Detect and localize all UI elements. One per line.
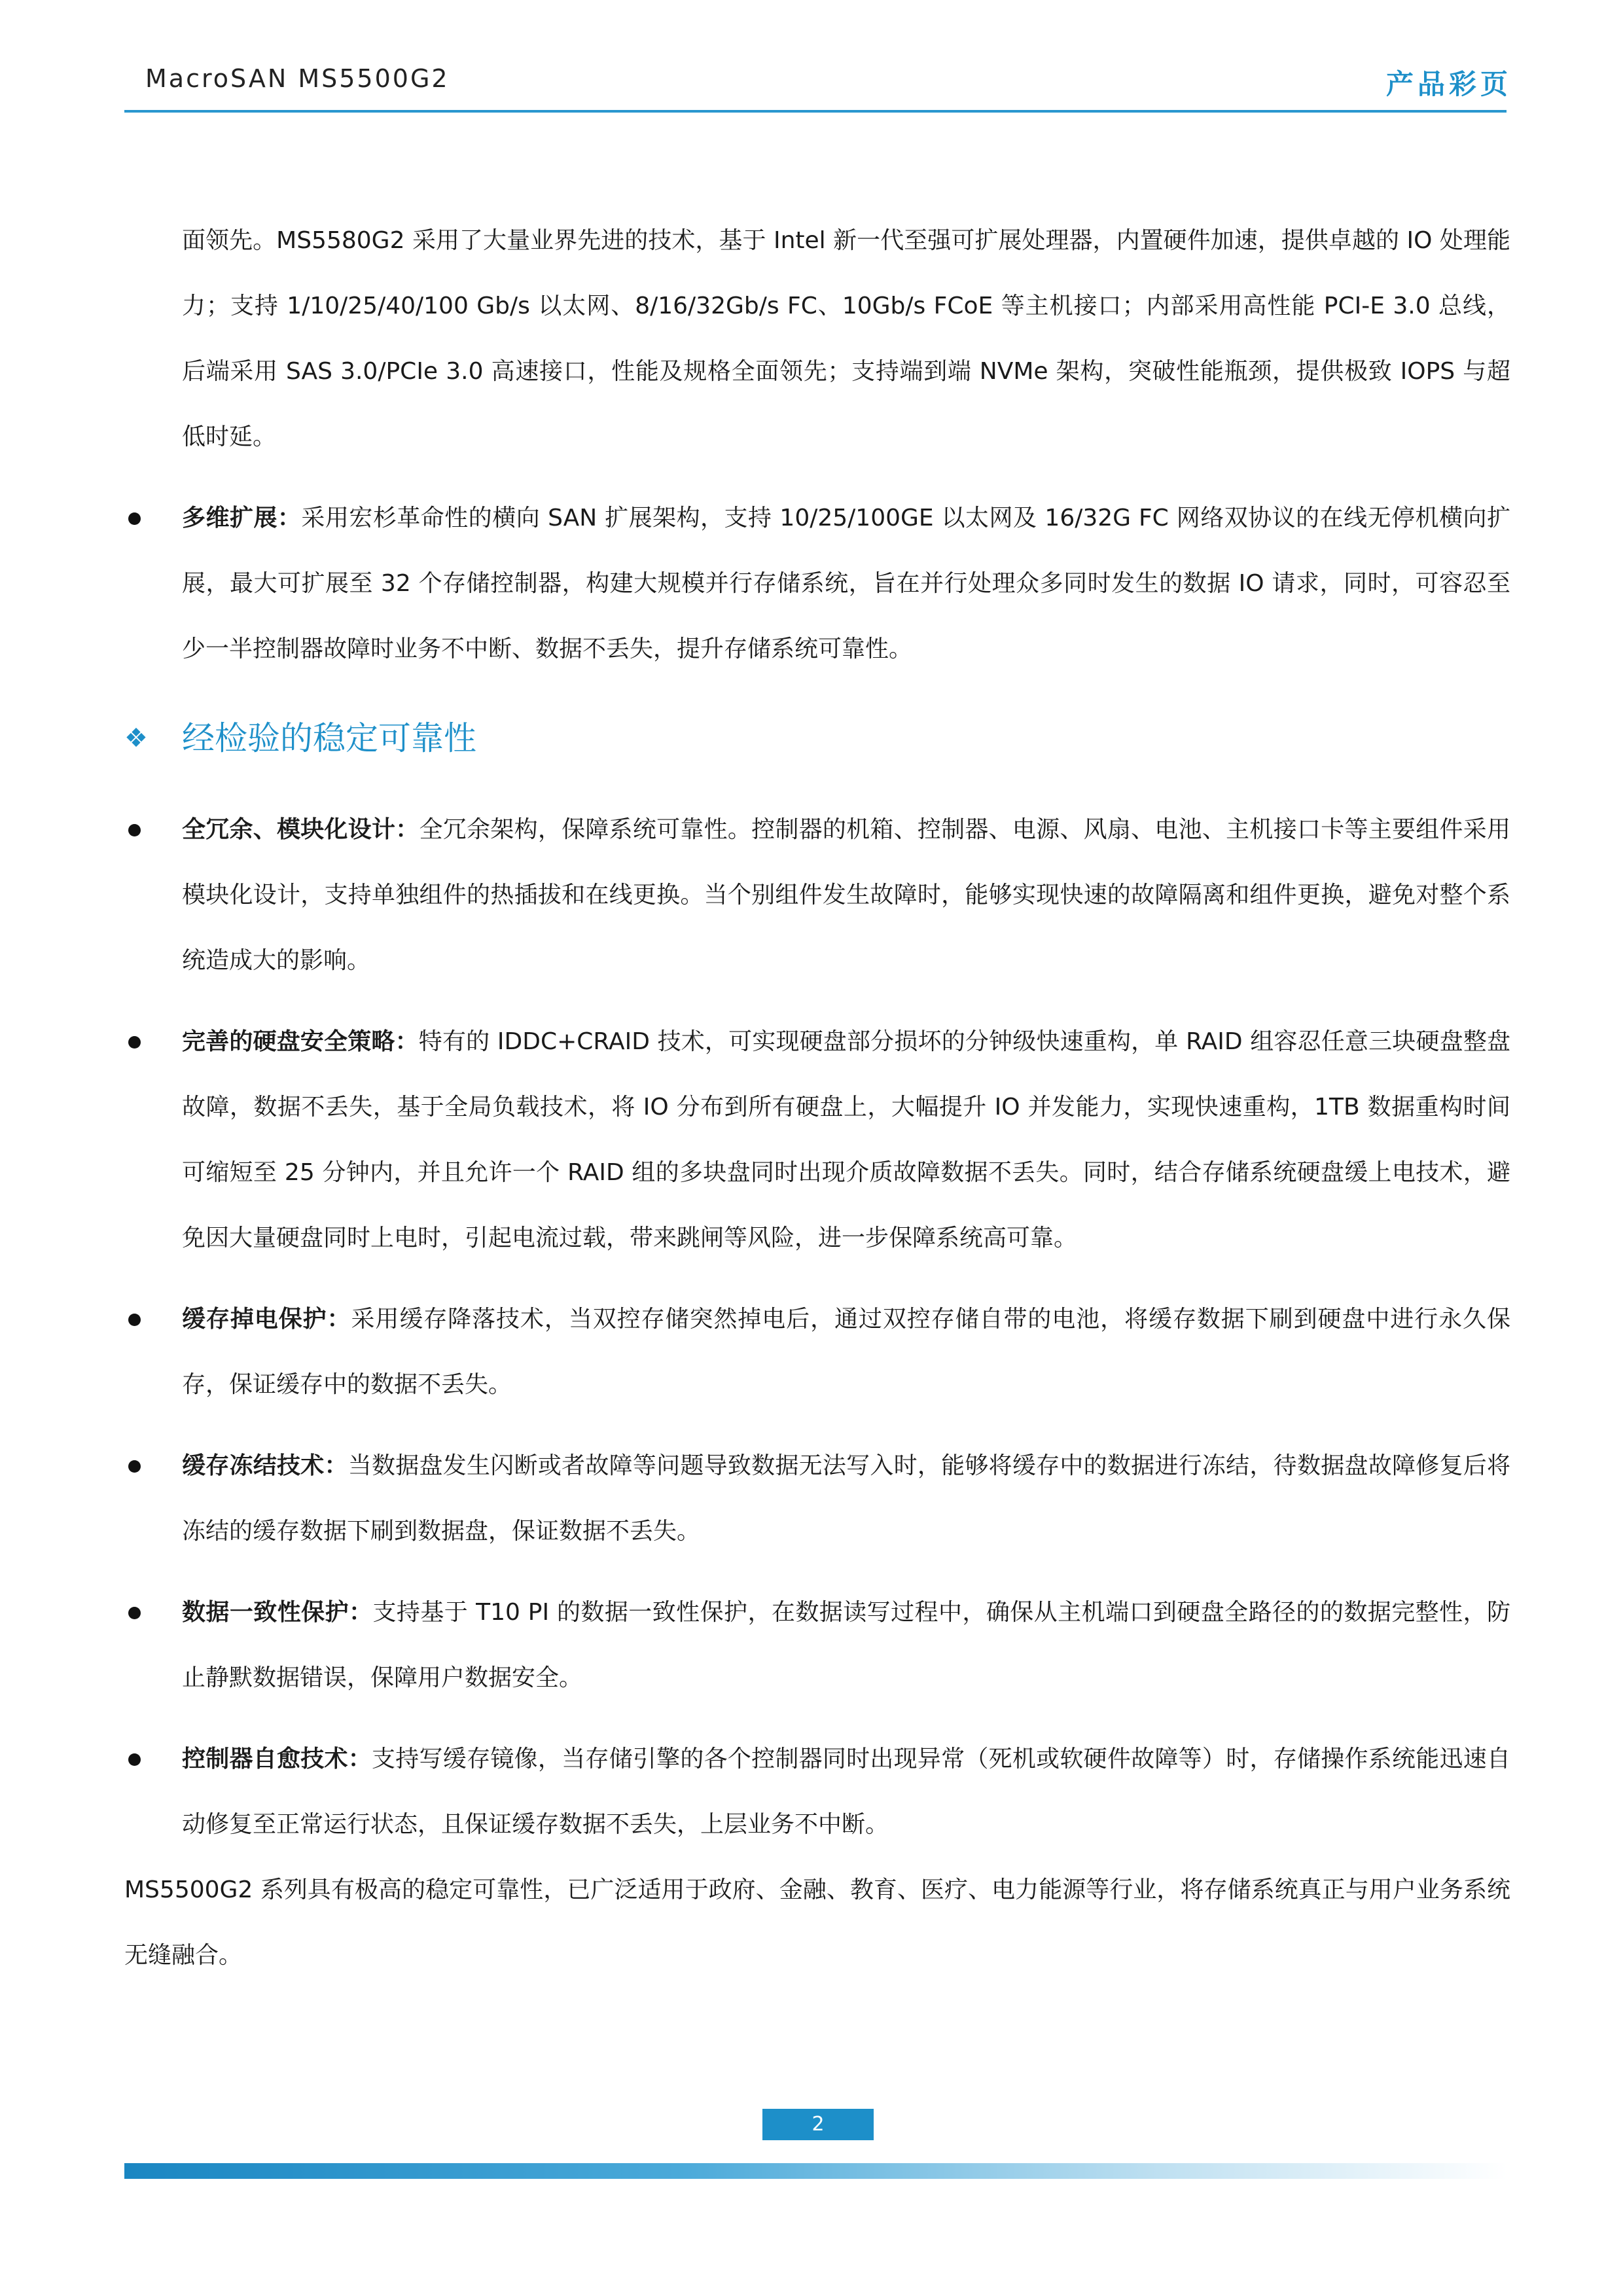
bullet-dot-icon [128,512,141,525]
bullet-term: 全冗余、模块化设计： [182,816,419,843]
bullet-cache-freeze [124,1433,1510,1564]
bullet-term: 数据一致性保护： [182,1599,373,1626]
bullet-dot-icon [128,1036,141,1049]
page-number: 2 [762,2109,874,2140]
bullet-dot-icon [128,824,141,836]
bullet-text: 全冗余架构，保障系统可靠性。控制器的机箱、控制器、电源、风扇、电池、主机接口卡等主要组件采用模块化设计，支持单独组件的热插拔和在线更换。当个别组件发生故障时，能够实现快速的故障隔离和组件更换，避免对整个系统造成大的影响。 [182,816,1510,974]
section-title: 经检验的稳定可靠性 [182,719,476,757]
bullet-scale-out [124,486,1510,682]
bullet-dot-icon [128,1753,141,1766]
bullet-dot-icon [128,1607,141,1619]
bullet-dot-icon [128,1314,141,1326]
header-section-title: 产品彩页 [1385,68,1512,100]
bullet-term: 完善的硬盘安全策略： [182,1028,419,1055]
bullet-redundancy [124,797,1510,994]
bullet-text: 支持写缓存镜像，当存储引擎的各个控制器同时出现异常（死机或软硬件故障等）时，存储操作系统能迅速自动修复至正常运行状态，且保证缓存数据不丢失，上层业务不中断。 [182,1746,1510,1838]
bullet-term: 控制器自愈技术： [182,1746,372,1772]
bullet-text: 特有的 IDDC+CRAID 技术，可实现硬盘部分损坏的分钟级快速重构，单 RAID 组容忍任意三块硬盘整盘故障，数据不丢失，基于全局负载技术，将 IO 分布到所有硬盘上，大幅提升 IO 并发能力，实现快速重构，1TB 数据重构时间可缩短至 25 分钟内，并且允许一个 RAID 组的多块盘同时出现介质故障数据不丢失。同时，结合存储系统硬盘缓上电技术，避免因大量硬盘同时上电时，引起电流过载，带来跳闸等风险，进一步保障系统高可靠。 [182,1028,1510,1251]
bullet-disk-security [124,1009,1510,1271]
header-product-name: MacroSAN MS5500G2 [145,64,450,93]
bullet-data-consistency [124,1580,1510,1711]
bullet-term: 缓存冻结技术： [182,1452,348,1479]
bullet-text: 采用宏杉革命性的横向 SAN 扩展架构，支持 10/25/100GE 以太网及 16/32G FC 网络双协议的在线无停机横向扩展，最大可扩展至 32 个存储控制器，构建大规模并行存储系统，旨在并行处理众多同时发生的数据 IO 请求，同时，可容忍至少一半控制器故障时业务不中断、数据不丢失，提升存储系统可靠性。 [182,505,1510,662]
bullet-text: 当数据盘发生闪断或者故障等问题导致数据无法写入时，能够将缓存中的数据进行冻结，待数据盘故障修复后将冻结的缓存数据下刷到数据盘，保证数据不丢失。 [182,1452,1510,1545]
bullet-text: 支持基于 T10 PI 的数据一致性保护，在数据读写过程中，确保从主机端口到硬盘全路径的的数据完整性，防止静默数据错误，保障用户数据安全。 [182,1599,1510,1691]
bullet-term: 多维扩展： [182,505,302,531]
footer-gradient-bar [124,2163,1507,2179]
bullet-controller-self-heal [124,1727,1510,1857]
section-heading [124,706,1510,771]
bullet-term: 缓存掉电保护： [182,1306,351,1333]
closing-paragraph: MS5500G2 系列具有极高的稳定可靠性，已广泛适用于政府、金融、教育、医疗、电力能源等行业，将存储系统真正与用户业务系统无缝融合。 [124,1876,1510,1969]
bullet-text: 采用缓存降落技术，当双控存储突然掉电后，通过双控存储自带的电池，将缓存数据下刷到硬盘中进行永久保存，保证缓存中的数据不丢失。 [182,1306,1510,1398]
bullet-dot-icon [128,1460,141,1473]
intro-continuation: 面领先。MS5580G2 采用了大量业界先进的技术，基于 Intel 新一代至强可扩展处理器，内置硬件加速，提供卓越的 IO 处理能力；支持 1/10/25/40/100 Gb/s 以太网、8/16/32Gb/s FC、10Gb/s FCoE 等主机接口；内部采用高性能 PCI-E 3.0 总线，后端采用 SAS 3.0/PCIe 3.0 高速接口，性能及规格全面领先；支持端到端 NVMe 架构，突破性能瓶颈，提供极致 IOPS 与超低时延。 [182,227,1510,450]
document-body [124,208,1510,1988]
bullet-cache-power-protection [124,1287,1510,1418]
header-divider [124,110,1507,113]
diamond-bullet-icon: ❖ [124,723,148,753]
